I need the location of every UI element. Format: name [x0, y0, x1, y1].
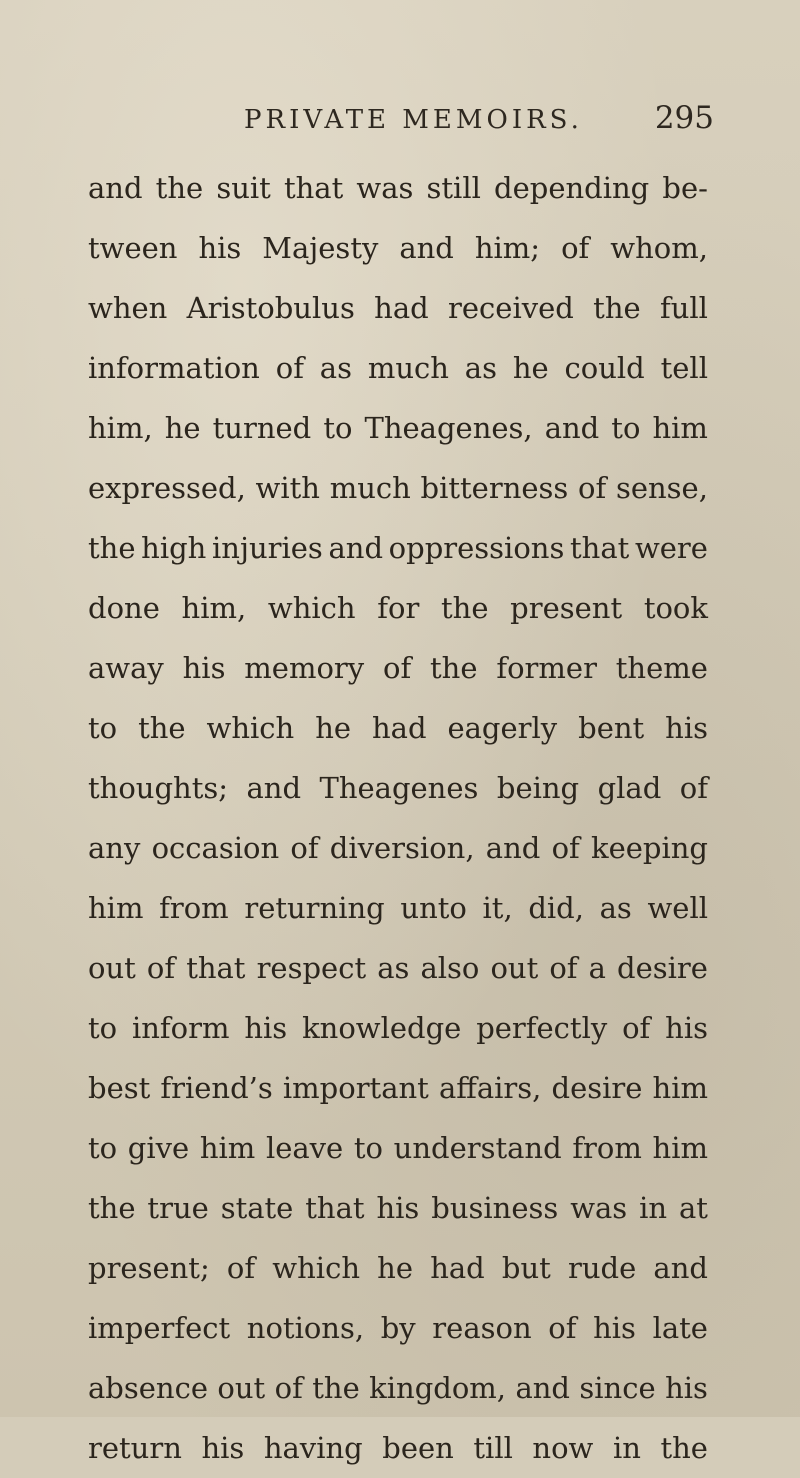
word: as [599, 891, 632, 925]
word: done [88, 591, 160, 625]
word: in [612, 1431, 641, 1465]
word: information [88, 351, 260, 385]
word: of [679, 771, 708, 805]
text-line [88, 398, 708, 458]
word: the [312, 1371, 360, 1405]
word: him [652, 411, 708, 445]
word: leave [265, 1131, 344, 1165]
text-line [88, 158, 708, 218]
word: theme [615, 651, 708, 685]
word: his [665, 1371, 708, 1405]
word: the [88, 1191, 136, 1225]
word: imperfect [88, 1311, 231, 1345]
word: and [399, 231, 454, 265]
word: bitterness [420, 471, 569, 505]
text-line [88, 578, 708, 638]
text-line [88, 1058, 708, 1118]
word: injuries [212, 531, 323, 565]
word: as [377, 951, 410, 985]
word: desire [617, 951, 708, 985]
word: turned [212, 411, 312, 445]
word: to [88, 711, 118, 745]
word: that [186, 951, 246, 985]
word: as [464, 351, 497, 385]
word: reason [432, 1311, 532, 1345]
word: him [88, 891, 144, 925]
word: whom, [610, 231, 708, 265]
word: was [570, 1191, 628, 1225]
word: diversion, [329, 831, 475, 865]
word: his [244, 1011, 288, 1045]
word: tell [660, 351, 708, 385]
word: for [377, 591, 420, 625]
text-line [88, 218, 708, 278]
word: of [226, 1251, 256, 1285]
word: of [275, 351, 304, 385]
word: could [564, 351, 645, 385]
word: since [579, 1371, 656, 1405]
word: late [652, 1311, 708, 1345]
word: it, [482, 891, 513, 925]
text-line [88, 518, 708, 578]
word: high [141, 531, 207, 565]
word: had [430, 1251, 485, 1285]
word: at [678, 1191, 708, 1225]
word: him, [88, 411, 153, 445]
word: received [448, 291, 574, 325]
page-header [244, 100, 714, 144]
word: bent [578, 711, 645, 745]
word: full [660, 291, 708, 325]
word: the [138, 711, 186, 745]
word: perfectly [476, 1011, 608, 1045]
word: had [374, 291, 429, 325]
word: took [643, 591, 708, 625]
word: his [665, 711, 708, 745]
word: him [652, 1071, 708, 1105]
word: still [426, 171, 481, 205]
word: by [380, 1311, 416, 1345]
word: from [159, 891, 229, 925]
word: and [328, 531, 384, 565]
word: to [88, 1131, 118, 1165]
word: of [561, 231, 590, 265]
word: to [611, 411, 641, 445]
word: and [485, 831, 541, 865]
word: return [88, 1431, 182, 1465]
word: his [198, 231, 242, 265]
word: now [532, 1431, 594, 1465]
word: absence [88, 1371, 208, 1405]
word: he [377, 1251, 414, 1285]
word: his [182, 651, 226, 685]
word: notions, [246, 1311, 365, 1345]
text-line [88, 698, 708, 758]
word: important [282, 1071, 429, 1105]
text-line [88, 998, 708, 1058]
word: and [544, 411, 600, 445]
text-line [88, 1118, 708, 1178]
word: away [88, 651, 164, 685]
word: which [206, 711, 295, 745]
word: thoughts; [88, 771, 229, 805]
text-line [88, 458, 708, 518]
word: as [319, 351, 352, 385]
text-line [88, 1298, 708, 1358]
text-line [88, 1358, 708, 1418]
word: his [593, 1311, 636, 1345]
word: of [551, 831, 580, 865]
word: former [496, 651, 597, 685]
word: of [549, 951, 578, 985]
page-number: 295 [654, 100, 714, 136]
word: oppressions [388, 531, 565, 565]
word: much [329, 471, 411, 505]
word: of [383, 651, 412, 685]
text-line [88, 1418, 708, 1478]
word: kingdom, [369, 1371, 507, 1405]
word: out [490, 951, 539, 985]
word: Majesty [262, 231, 379, 265]
word: that [283, 171, 344, 205]
word: well [647, 891, 708, 925]
word: present; [88, 1251, 210, 1285]
word: he [512, 351, 549, 385]
word: understand [393, 1131, 562, 1165]
word: but [501, 1251, 551, 1285]
text-line [88, 1238, 708, 1298]
text-line [88, 638, 708, 698]
word: that [570, 531, 630, 565]
word: to [323, 411, 353, 445]
text-line [88, 338, 708, 398]
text-line [88, 278, 708, 338]
running-head: PRIVATE MEMOIRS. [244, 105, 583, 135]
word: to [353, 1131, 383, 1165]
text-line [88, 878, 708, 938]
word: had [371, 711, 427, 745]
word: till [473, 1431, 513, 1465]
word: the [660, 1431, 708, 1465]
word: of [274, 1371, 303, 1405]
word: the [88, 531, 136, 565]
word: and [88, 171, 143, 205]
word: be- [662, 171, 708, 205]
word: his [376, 1191, 420, 1225]
word: he [164, 411, 201, 445]
word: give [127, 1131, 190, 1165]
word: a [588, 951, 606, 985]
word: suit [216, 171, 271, 205]
word: memory [244, 651, 365, 685]
word: Aristobulus [186, 291, 355, 325]
word: the [430, 651, 478, 685]
text-line [88, 758, 708, 818]
word: did, [528, 891, 584, 925]
word: the [441, 591, 489, 625]
text-line [88, 818, 708, 878]
word: inform [131, 1011, 230, 1045]
word: his [665, 1011, 708, 1045]
word: of [290, 831, 319, 865]
word: which [272, 1251, 360, 1285]
word: he [315, 711, 352, 745]
word: to [88, 1011, 118, 1045]
word: depending [494, 171, 650, 205]
word: friend’s [160, 1071, 273, 1105]
word: when [88, 291, 168, 325]
word: desire [551, 1071, 643, 1105]
word: out [217, 1371, 266, 1405]
word: present [510, 591, 623, 625]
word: were [634, 531, 708, 565]
word: with [255, 471, 320, 505]
word: him, [181, 591, 247, 625]
word: and [653, 1251, 708, 1285]
word: him [652, 1131, 708, 1165]
word: unto [400, 891, 467, 925]
word: best [88, 1071, 151, 1105]
word: in [639, 1191, 668, 1225]
word: much [367, 351, 449, 385]
word: any [88, 831, 141, 865]
word: of [548, 1311, 577, 1345]
word: him; [474, 231, 541, 265]
word: keeping [591, 831, 708, 865]
word: true [147, 1191, 209, 1225]
word: expressed, [88, 471, 246, 505]
word: business [431, 1191, 559, 1225]
word: occasion [151, 831, 280, 865]
word: of [578, 471, 607, 505]
text-line [88, 938, 708, 998]
word: been [382, 1431, 454, 1465]
word: knowledge [302, 1011, 462, 1045]
word: his [201, 1431, 245, 1465]
word: the [593, 291, 641, 325]
word: state [220, 1191, 294, 1225]
word: Theagenes [319, 771, 479, 805]
word: also [420, 951, 480, 985]
word: and [515, 1371, 570, 1405]
word: out [88, 951, 136, 985]
word: and [246, 771, 302, 805]
word: sense, [615, 471, 708, 505]
word: rude [567, 1251, 637, 1285]
word: being [496, 771, 580, 805]
word: tween [88, 231, 178, 265]
word: respect [256, 951, 367, 985]
word: having [263, 1431, 363, 1465]
text-line [88, 1178, 708, 1238]
word: of [146, 951, 176, 985]
word: the [155, 171, 204, 205]
word: him [199, 1131, 256, 1165]
word: of [622, 1011, 651, 1045]
word: glad [597, 771, 662, 805]
word: from [572, 1131, 642, 1165]
word: which [267, 591, 356, 625]
word: affairs, [438, 1071, 542, 1105]
word: Theagenes, [364, 411, 533, 445]
word: eagerly [447, 711, 558, 745]
word: was [356, 171, 414, 205]
word: returning [244, 891, 385, 925]
word: that [305, 1191, 365, 1225]
